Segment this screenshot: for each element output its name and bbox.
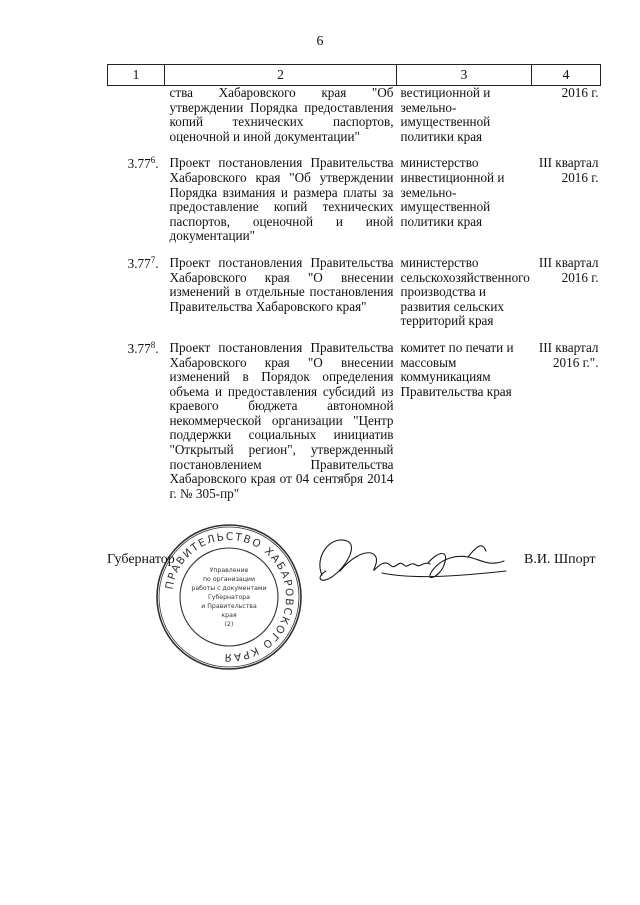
table-row [108,256,601,341]
seal-ring-text: ПРАВИТЕЛЬСТВО ХАБАРОВСКОГО КРАЯ [163,530,296,664]
column-header: 1 [108,65,165,86]
svg-text:по организации: по организации [203,576,255,583]
table-row [108,341,601,502]
table-row [108,156,601,256]
row-number: 3.77$^6$. [127,155,159,172]
svg-text:работы с документами: работы с документами [191,585,267,592]
plan-table [107,64,601,501]
row-title: ства Хабаровского края "Об утверждении Порядка предоставления копий технических паспортов, оценочной и иной документации" [169,85,394,144]
column-header: 2 [165,65,397,86]
row-executor: комитет по печати и массовым коммуникациям Правительства края [400,339,514,399]
row-title: Проект постановления Правительства Хабаровского края "Об утверждении Порядка взимания и размера платы за предоставление копий технических паспортов, оценочной и иной документации" [169,155,394,244]
column-header: 3 [397,65,532,86]
row-number: 3.77$^8$. [127,339,159,356]
svg-text:Управление: Управление [209,567,249,574]
row-term: III квартал 2016 г.". [538,339,599,370]
page-number: 6 [316,34,324,49]
row-executor: министерство сельскохозяйственного производства и развития сельских территорий края [400,254,530,329]
svg-text:(2): (2) [224,621,234,628]
governor-position-label: Губернатор [107,552,175,567]
official-seal-icon [154,522,304,672]
svg-text:и Правительства: и Правительства [201,603,257,610]
governor-name: В.И. Шпорт [524,552,596,567]
row-term: 2016 г. [561,85,599,100]
row-title: Проект постановления Правительства Хабаровского края "О внесении изменений в отдельные постановления Правительства Хабаровского края" [169,254,394,314]
row-term: III квартал 2016 г. [538,155,599,185]
row-title: Проект постановления Правительства Хабаровского края "О внесении изменений в Порядок определения объема и предоставления субсидий из краевого бюджета автономной некоммерческой организации "Центр поддержки социальных инициатив "Открытый регион", утвержденный постановлением Правительства Хабаровского края от 04 сентября 2014 г. № 305-пр" [169,339,394,501]
svg-text:края: края [221,612,237,619]
column-header: 4 [532,65,601,86]
row-term: III квартал 2016 г. [538,254,599,285]
svg-text:Губернатора: Губернатора [208,594,250,601]
handwritten-signature-icon [292,527,522,597]
row-executor: вестиционной и земельно-имущественной политики края [400,85,491,144]
table-row-continuation [108,86,601,157]
table-header-row [108,65,601,86]
row-number-cell [108,86,165,157]
row-number: 3.77$^7$. [127,254,159,271]
row-executor: министерство инвестиционной и земельно-имущественной политики края [400,155,505,229]
